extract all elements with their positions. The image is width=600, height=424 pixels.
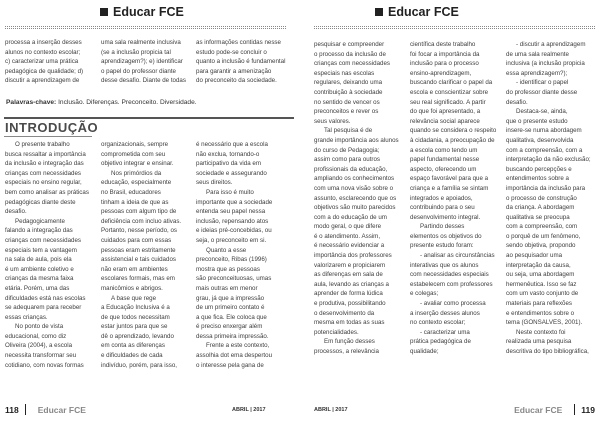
- text-line: potencialidades.: [314, 328, 359, 336]
- text-line: com a compreensão, com: [506, 223, 578, 231]
- body-column-1: [5, 140, 92, 370]
- masthead-title: Educar FCE: [113, 5, 184, 19]
- text-line: seu real significado. A partir: [410, 98, 486, 106]
- text-line: qualidade;: [410, 348, 439, 355]
- page-number: 118: [5, 404, 19, 415]
- text-line: escolares formais, mas em: [101, 275, 175, 283]
- text-line: uma sala realmente inclusiva: [101, 39, 181, 46]
- text-line: grande importância aos alunos: [314, 136, 399, 144]
- text-line: na sala de aula, pois ela: [5, 256, 72, 264]
- text-line: de que todos necessitam: [101, 313, 170, 321]
- text-line: objetivo integrar e ensinar.: [101, 160, 174, 168]
- body-column-2: [410, 40, 498, 357]
- text-line: quanto a inclusão é fundamental: [196, 58, 286, 66]
- right-page: [300, 0, 600, 424]
- text-line: o interesse pela gana de: [196, 361, 264, 369]
- text-line: materiais para reflexões: [506, 300, 573, 308]
- text-line: presente estudo foram:: [410, 242, 474, 250]
- masthead-right: [375, 5, 459, 19]
- text-line: pesquisar e compreender: [314, 41, 385, 48]
- text-line: manicômios e abrigos.: [101, 284, 163, 292]
- text-line: buscando clarificar o papel da: [410, 79, 493, 87]
- text-line: com um vasto conjunto de: [506, 290, 579, 298]
- text-line: tema (GONSALVES, 2001).: [506, 319, 583, 327]
- text-line: é preciso enxergar além: [196, 323, 263, 331]
- text-line: processos, a relevância: [314, 348, 380, 355]
- text-line: educacional, como diz: [5, 332, 67, 340]
- text-line: sendo objetiva, propondo: [506, 242, 576, 250]
- text-line: aprendizagem?); e) identificar: [101, 58, 183, 66]
- masthead-title: Educar FCE: [388, 5, 459, 19]
- footer-brand: Educar FCE: [37, 404, 86, 415]
- text-line: Pedagogicamente: [15, 217, 65, 225]
- text-line: qualitativa se preocupa: [506, 213, 570, 221]
- text-line: Para isso é muito: [206, 188, 254, 196]
- dotted-rule: [5, 26, 286, 29]
- text-line: se adequarem para receber: [5, 304, 82, 312]
- text-line: são preconceituosas, umas: [196, 275, 272, 283]
- text-line: grau, já que a impressão: [196, 294, 265, 302]
- text-line: desafio.: [506, 98, 528, 106]
- text-line: assunto, esclarecendo que os: [314, 194, 397, 202]
- text-line: aprender de forma lúdica: [314, 290, 383, 298]
- text-line: preconceito, Ribas (1996): [196, 256, 267, 264]
- text-column: [196, 38, 286, 86]
- text-line: do que foi apresentado, a: [410, 108, 481, 116]
- text-line: qualitativa, desenvolvida: [506, 136, 574, 144]
- body-column-2: [101, 140, 189, 370]
- text-line: estudo pode-se concluir o: [196, 48, 267, 56]
- text-line: é um ambiente coletivo e: [5, 265, 74, 273]
- text-line: bem como analisar as práticas: [5, 188, 89, 196]
- text-line: cotidiano, com novas formas: [5, 361, 84, 369]
- text-line: pessoas eram estritamente: [101, 246, 176, 254]
- text-line: é necessário evidenciar a: [314, 242, 385, 250]
- text-line: dificuldades está nas escolas: [5, 294, 86, 302]
- text-line: e dificuldades de cada: [101, 352, 163, 360]
- text-line: seus valores.: [314, 117, 351, 125]
- text-line: Frente a este contexto,: [206, 342, 270, 350]
- text-line: do preconceito da sociedade.: [196, 77, 277, 85]
- text-line: ou seja, uma abordagem: [506, 271, 575, 279]
- text-line: e colegas;: [410, 290, 439, 298]
- text-line: com a do educação de um: [314, 213, 387, 221]
- text-line: seus direitos.: [196, 179, 233, 187]
- text-line: buscando percepções e: [506, 165, 572, 173]
- text-line: busca ressaltar a importância: [5, 150, 86, 158]
- text-line: de uma sala realmente: [506, 50, 569, 58]
- text-line: no sentido de vencer os: [314, 98, 380, 106]
- text-line: da criança. A abordagem: [506, 204, 575, 212]
- body-column-1: [314, 40, 401, 357]
- text-line: contribuindo para o seu: [410, 204, 475, 212]
- text-line: realizada uma pesquisa: [506, 338, 572, 346]
- text-line: o porquê de um fenômeno,: [506, 232, 581, 240]
- text-line: alunos no contexto escolar;: [5, 48, 81, 56]
- text-line: interpretação da causa,: [506, 261, 571, 269]
- text-line: crianças com necessidades: [314, 60, 391, 68]
- text-line: entendimentos sobre a: [506, 175, 569, 183]
- text-line: não eram em ambientes: [101, 265, 168, 273]
- text-line: essa aprendizagem?);: [506, 69, 568, 77]
- text-line: aula, levando as crianças a: [314, 280, 389, 288]
- text-line: No ponto de vista: [15, 323, 64, 331]
- square-bullet-icon: [375, 8, 383, 16]
- footer-divider: [574, 404, 575, 415]
- text-line: Portanto, nesse período, os: [101, 227, 178, 235]
- text-line: hermenêutica. Isso se faz: [506, 280, 577, 288]
- text-line: entenda seu papel nessa: [196, 208, 266, 216]
- square-bullet-icon: [100, 8, 108, 16]
- text-line: não exclua, tornando-o: [196, 150, 260, 158]
- text-line: Destaca-se, ainda,: [516, 108, 568, 116]
- text-line: - avaliar como processa: [420, 300, 486, 308]
- text-line: crianças da mesma faixa: [5, 275, 74, 283]
- section-title: INTRODUÇÃO: [5, 120, 99, 135]
- body-column-3: [506, 40, 594, 357]
- text-line: - analisar as circunstâncias: [420, 252, 495, 260]
- text-line: organizacionais, sempre: [101, 141, 169, 148]
- text-line: interativas que os alunos: [410, 261, 479, 269]
- masthead-left: [100, 5, 184, 19]
- text-line: o processo da inclusão de: [314, 50, 386, 58]
- text-line: Tal pesquisa é de: [324, 127, 373, 135]
- text-line: A base que rege: [111, 294, 157, 302]
- text-line: interpretação da não exclusão;: [506, 156, 591, 164]
- text-line: foi focar a importância da: [410, 50, 480, 58]
- text-line: Nos primórdios da: [111, 169, 162, 177]
- text-line: seja, o preconceito em si.: [196, 236, 267, 244]
- text-line: ao pesquisador uma: [506, 252, 563, 260]
- text-line: as diferenças em sala de: [314, 271, 383, 279]
- text-line: dê o aprendizado, levando: [101, 332, 174, 340]
- text-line: processa a inserção desses: [5, 39, 82, 46]
- dotted-rule: [314, 26, 595, 29]
- text-line: insere-se numa abordagem: [506, 127, 582, 135]
- text-line: estar juntos para que se: [101, 323, 168, 331]
- keywords-text: Inclusão. Diferenças. Preconceito. Diversidade.: [56, 99, 197, 106]
- body-column-3: [196, 140, 286, 370]
- text-line: assolhia dot ema despertou: [196, 352, 273, 360]
- text-line: importância da inclusão para: [506, 184, 586, 192]
- text-line: mesma em todas as suas: [314, 319, 385, 327]
- text-line: com necessidades especiais: [410, 271, 489, 279]
- text-line: descritiva do tipo bibliográfica,: [506, 348, 589, 355]
- text-line: sociedade e assegurando: [196, 169, 267, 177]
- text-line: desafio.: [5, 208, 27, 216]
- text-line: da inclusão e integração das: [5, 160, 84, 168]
- text-line: a Educação Inclusiva é a: [101, 304, 170, 312]
- text-line: contribuição à sociedade: [314, 88, 383, 96]
- text-line: especiais no ensino regular,: [5, 179, 82, 187]
- text-line: a inserção desses alunos: [410, 309, 480, 317]
- text-line: assistencial e tais cuidados: [101, 256, 176, 264]
- text-line: necessita transformar seu: [5, 352, 77, 360]
- text-line: especiais tem a vantagem: [5, 246, 77, 254]
- text-line: elementos os objetivos do: [410, 232, 482, 240]
- footer-divider: [25, 404, 26, 415]
- text-line: objetivos são muito parecidos: [314, 204, 396, 212]
- text-line: etária. Porém, uma das: [5, 284, 70, 292]
- text-line: que o presente estudo: [506, 117, 568, 125]
- page-number: 119: [581, 404, 595, 415]
- page-footer: [508, 404, 595, 415]
- text-line: dessa primeira impressão.: [196, 332, 269, 340]
- text-line: assim como para outros: [314, 156, 381, 164]
- text-line: a que fica. Ele coloca que: [196, 313, 267, 321]
- text-line: especiais nas escolas: [314, 69, 375, 77]
- text-line: relevância social aparece: [410, 117, 480, 125]
- text-line: importância dos professores: [314, 252, 392, 260]
- text-line: espaço favorável para que a: [410, 175, 489, 183]
- text-line: e entendimentos sobre o: [506, 309, 575, 317]
- text-line: comprometida com seu: [101, 150, 166, 158]
- text-line: escola e conscientizar sobre: [410, 88, 489, 96]
- text-line: - discutir a aprendizagem: [516, 41, 586, 48]
- text-line: crianças com necessidades: [5, 169, 82, 177]
- text-line: papel fundamental nesse: [410, 156, 480, 164]
- text-line: O presente trabalho: [15, 141, 70, 148]
- text-line: a escola como tendo um: [410, 146, 478, 154]
- text-line: c) caracterizar uma prática: [5, 58, 79, 66]
- text-line: (se a inclusão propicia tal: [101, 48, 171, 56]
- text-line: ampliando os conhecimentos: [314, 175, 395, 183]
- text-line: Neste contexto foi: [516, 328, 566, 336]
- text-line: inclusiva (a inclusão propicia: [506, 60, 585, 68]
- text-line: com uma nova visão sobre o: [314, 184, 394, 192]
- text-line: desenvolvimento integral.: [410, 213, 481, 221]
- text-line: Partindo desses: [420, 223, 465, 231]
- text-line: e produtiva, possibilitando: [314, 300, 386, 308]
- text-line: com a compreensão, com a: [506, 146, 583, 154]
- text-line: Em função desses: [324, 338, 375, 346]
- text-line: para garantir a amenização: [196, 67, 272, 75]
- text-line: indivíduo, porém, para isso,: [101, 361, 178, 369]
- text-line: em conta as diferenças: [101, 342, 165, 350]
- text-line: no Brasil, educadores: [101, 188, 161, 196]
- text-column: [5, 38, 92, 86]
- text-line: pessoas com algum tipo de: [101, 208, 177, 216]
- text-line: discutir a aprendizagem de: [5, 77, 80, 85]
- text-line: mais outras em menor: [196, 284, 258, 292]
- text-line: modo geral, o que difere: [314, 223, 382, 231]
- text-line: regulares, deixando uma: [314, 79, 383, 87]
- text-line: criança e a família se sintam: [410, 184, 489, 192]
- text-line: e ideias pré-concebidas, ou: [196, 227, 272, 235]
- text-line: é o atendimento. Assim,: [314, 232, 381, 240]
- text-line: valorizarem e propiciarem: [314, 261, 386, 269]
- text-line: importante que a sociedade: [196, 198, 273, 206]
- footer-brand: Educar FCE: [514, 404, 563, 415]
- text-line: inclusão para o processo: [410, 60, 479, 68]
- keywords-label: Palavras-chave:: [6, 99, 57, 106]
- text-line: Oliveira (2004), a escola: [5, 342, 73, 350]
- text-line: deficiência com incluo ativas.: [101, 217, 182, 225]
- text-line: o papel do professor diante: [101, 67, 176, 75]
- page-footer: [5, 404, 92, 415]
- text-line: aspecto, oferecendo um: [410, 165, 477, 173]
- keywords-line: [6, 99, 294, 106]
- text-line: profissionais da educação,: [314, 165, 388, 173]
- text-line: à cidadania, a preocupação de: [410, 136, 495, 144]
- text-line: as informações contidas nesse: [196, 39, 281, 46]
- text-line: o desenvolvimento da: [314, 309, 375, 317]
- text-line: científica deste trabalho: [410, 41, 476, 48]
- text-line: inclusão, repensando atos: [196, 217, 269, 225]
- text-line: prática pedagógica de: [410, 338, 471, 346]
- text-line: do professor diante desse: [506, 88, 578, 96]
- text-line: do curso de Pedagogia;: [314, 146, 380, 154]
- section-divider: [4, 117, 294, 119]
- footer-date: ABRIL | 2017: [232, 407, 266, 413]
- text-line: pedagógicas diante deste: [5, 198, 76, 206]
- text-line: mostra que as pessoas: [196, 265, 260, 273]
- text-line: desse desafio. Diante de todas: [101, 77, 186, 85]
- text-line: tinham a ideia de que as: [101, 198, 169, 206]
- text-line: pedagógica de qualidade; d): [5, 67, 84, 75]
- text-line: - caracterizar uma: [420, 328, 470, 336]
- text-line: é necessário que a escola: [196, 141, 268, 148]
- text-column: [101, 38, 189, 86]
- text-line: de um primeiro contato é: [196, 304, 265, 312]
- text-line: quando se considera o respeito: [410, 127, 497, 135]
- text-line: participativo da vida em: [196, 160, 262, 168]
- text-line: Quanto a esse: [206, 246, 247, 254]
- footer-date: ABRIL | 2017: [314, 407, 348, 413]
- text-line: - identificar o papel: [516, 79, 569, 87]
- text-line: essas crianças.: [5, 313, 48, 321]
- text-line: preconceitos e rever os: [314, 108, 379, 116]
- text-line: crianças com necessidades: [5, 236, 82, 244]
- text-line: falando a integração das: [5, 227, 73, 235]
- text-line: ensino-aprendizagem,: [410, 69, 472, 77]
- text-line: educação, especialmente: [101, 179, 172, 187]
- section-underline: [4, 136, 92, 137]
- text-line: no contexto escolar;: [410, 319, 466, 327]
- text-line: o processo de construção: [506, 194, 577, 202]
- text-line: integrados e apoiados,: [410, 194, 473, 202]
- text-line: cuidados para com essas: [101, 236, 172, 244]
- text-line: estabelecem com professores: [410, 280, 493, 288]
